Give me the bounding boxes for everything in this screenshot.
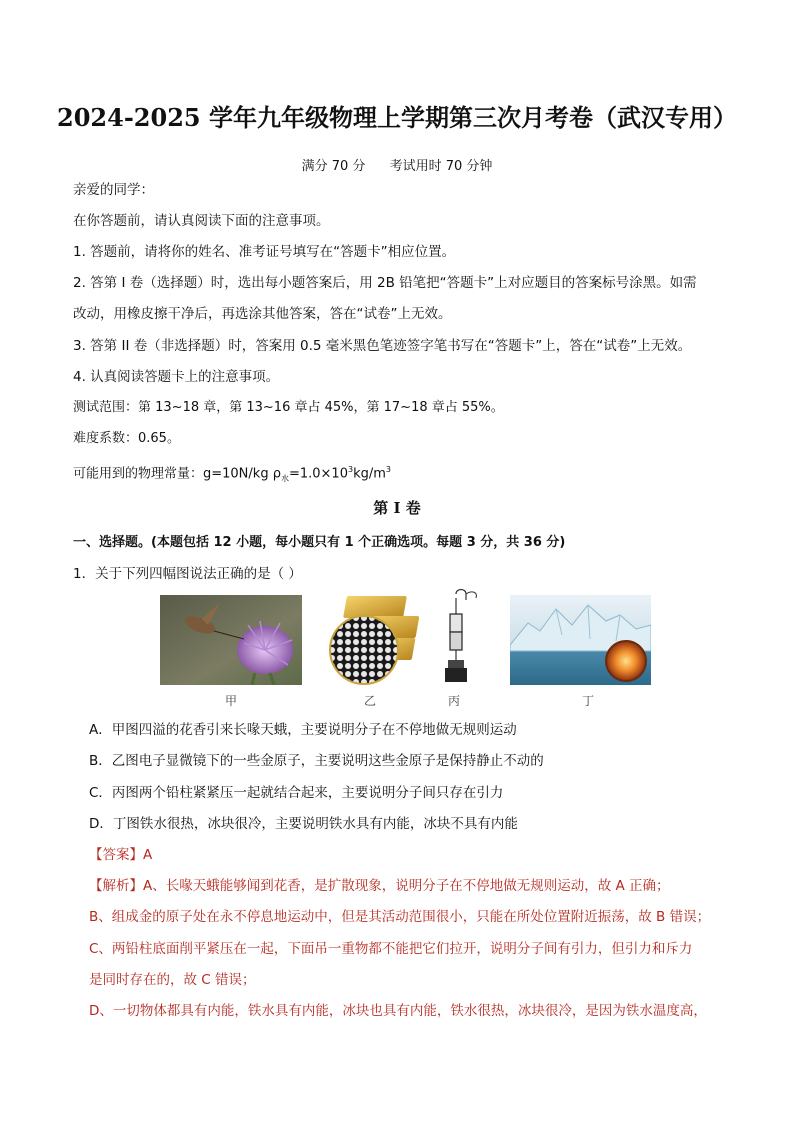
caption-ding: 丁 xyxy=(582,694,595,708)
option-c: C．丙图两个铅柱紧紧压一起就结合起来，主要说明分子间只存在引力 xyxy=(89,785,504,801)
question-1-stem: 1．关于下列四幅图说法正确的是（ ） xyxy=(73,566,302,582)
caption-yi: 乙 xyxy=(364,694,377,708)
caption-jia: 甲 xyxy=(225,694,238,708)
notice-item-1: 1. 答题前，请将你的姓名、准考证号填写在“答题卡”相应位置。 xyxy=(73,244,456,260)
answer-label: 【答案】A xyxy=(89,847,153,863)
lead-cylinders-image xyxy=(436,588,482,686)
gold-atoms-image xyxy=(328,590,428,686)
figure-ice-iron xyxy=(510,595,651,685)
analysis-line-2: B、组成金的原子处在永不停息地运动中，但是其活动范围很小，只能在所处位置附近振荡，故 B 错误； xyxy=(89,909,711,925)
difficulty: 难度系数：0.65。 xyxy=(73,431,180,446)
option-a: A．甲图四溢的花香引来长喙天蛾，主要说明分子在不停地做无规则运动 xyxy=(89,722,517,738)
notice-item-2: 2. 答第 I 卷（选择题）时，选出每小题答案后，用 2B 铅笔把“答题卡”上对应题目的答案标号涂黑。如需 xyxy=(73,275,697,291)
page-title: 2024-2025 学年九年级物理上学期第三次月考卷（武汉专用） xyxy=(57,103,737,132)
notice-item-4: 4. 认真阅读答题卡上的注意事项。 xyxy=(73,369,280,385)
analysis-line-4: 是同时存在的，故 C 错误； xyxy=(89,972,256,988)
physical-constants: 可能用到的物理常量：g=10N/kg $\rho_水=1.0\times 10^3kg/m^3$ xyxy=(73,465,391,483)
option-d: D．丁图铁水很热，冰块很冷，主要说明铁水具有内能，冰块不具有内能 xyxy=(89,816,518,832)
option-b: B．乙图电子显微镜下的一些金原子，主要说明这些金原子是保持静止不动的 xyxy=(89,753,544,769)
test-range: 测试范围：第 13~18 章，第 13~16 章占 45%，第 17~18 章占 55%。 xyxy=(73,400,504,415)
part1-header: 一、选择题。(本题包括 12 小题，每小题只有 1 个正确选项。每题 3 分，共 36 分) xyxy=(73,535,566,550)
ice-iron-image xyxy=(510,595,651,685)
exam-meta xyxy=(0,155,794,174)
notice-item-2-cont: 改动，用橡皮擦干净后，再选涂其他答案，答在“试卷”上无效。 xyxy=(73,306,452,322)
exam-time: 考试用时 70 分钟 xyxy=(389,159,493,174)
figure-lead-cylinders xyxy=(436,588,482,686)
analysis-line-3: C、两铅柱底面削平紧压在一起，下面吊一重物都不能把它们拉开，说明分子间有引力，但引力和斥力 xyxy=(89,941,693,957)
analysis-line-1: 【解析】A、长喙天蛾能够闻到花香，是扩散现象，说明分子在不停地做无规则运动，故 A 正确； xyxy=(89,878,670,894)
figure-gold-atoms xyxy=(328,590,428,686)
figure-moth-flower xyxy=(160,595,302,685)
caption-bing: 丙 xyxy=(448,694,461,708)
notice-intro: 在你答题前，请认真阅读下面的注意事项。 xyxy=(73,213,330,229)
moth-flower-image xyxy=(160,595,302,685)
section-title: 第 I 卷 xyxy=(373,499,421,517)
analysis-line-5: D、一切物体都具有内能，铁水具有内能，冰块也具有内能，铁水很热，冰块很冷，是因为铁水温度高， xyxy=(89,1003,707,1019)
notice-item-3: 3. 答第 II 卷（非选择题）时，答案用 0.5 毫米黑色笔迹签字笔书写在“答题卡”上，答在“试卷”上无效。 xyxy=(73,338,692,354)
full-score: 满分 70 分 xyxy=(301,159,366,174)
greeting: 亲爱的同学： xyxy=(73,182,154,198)
